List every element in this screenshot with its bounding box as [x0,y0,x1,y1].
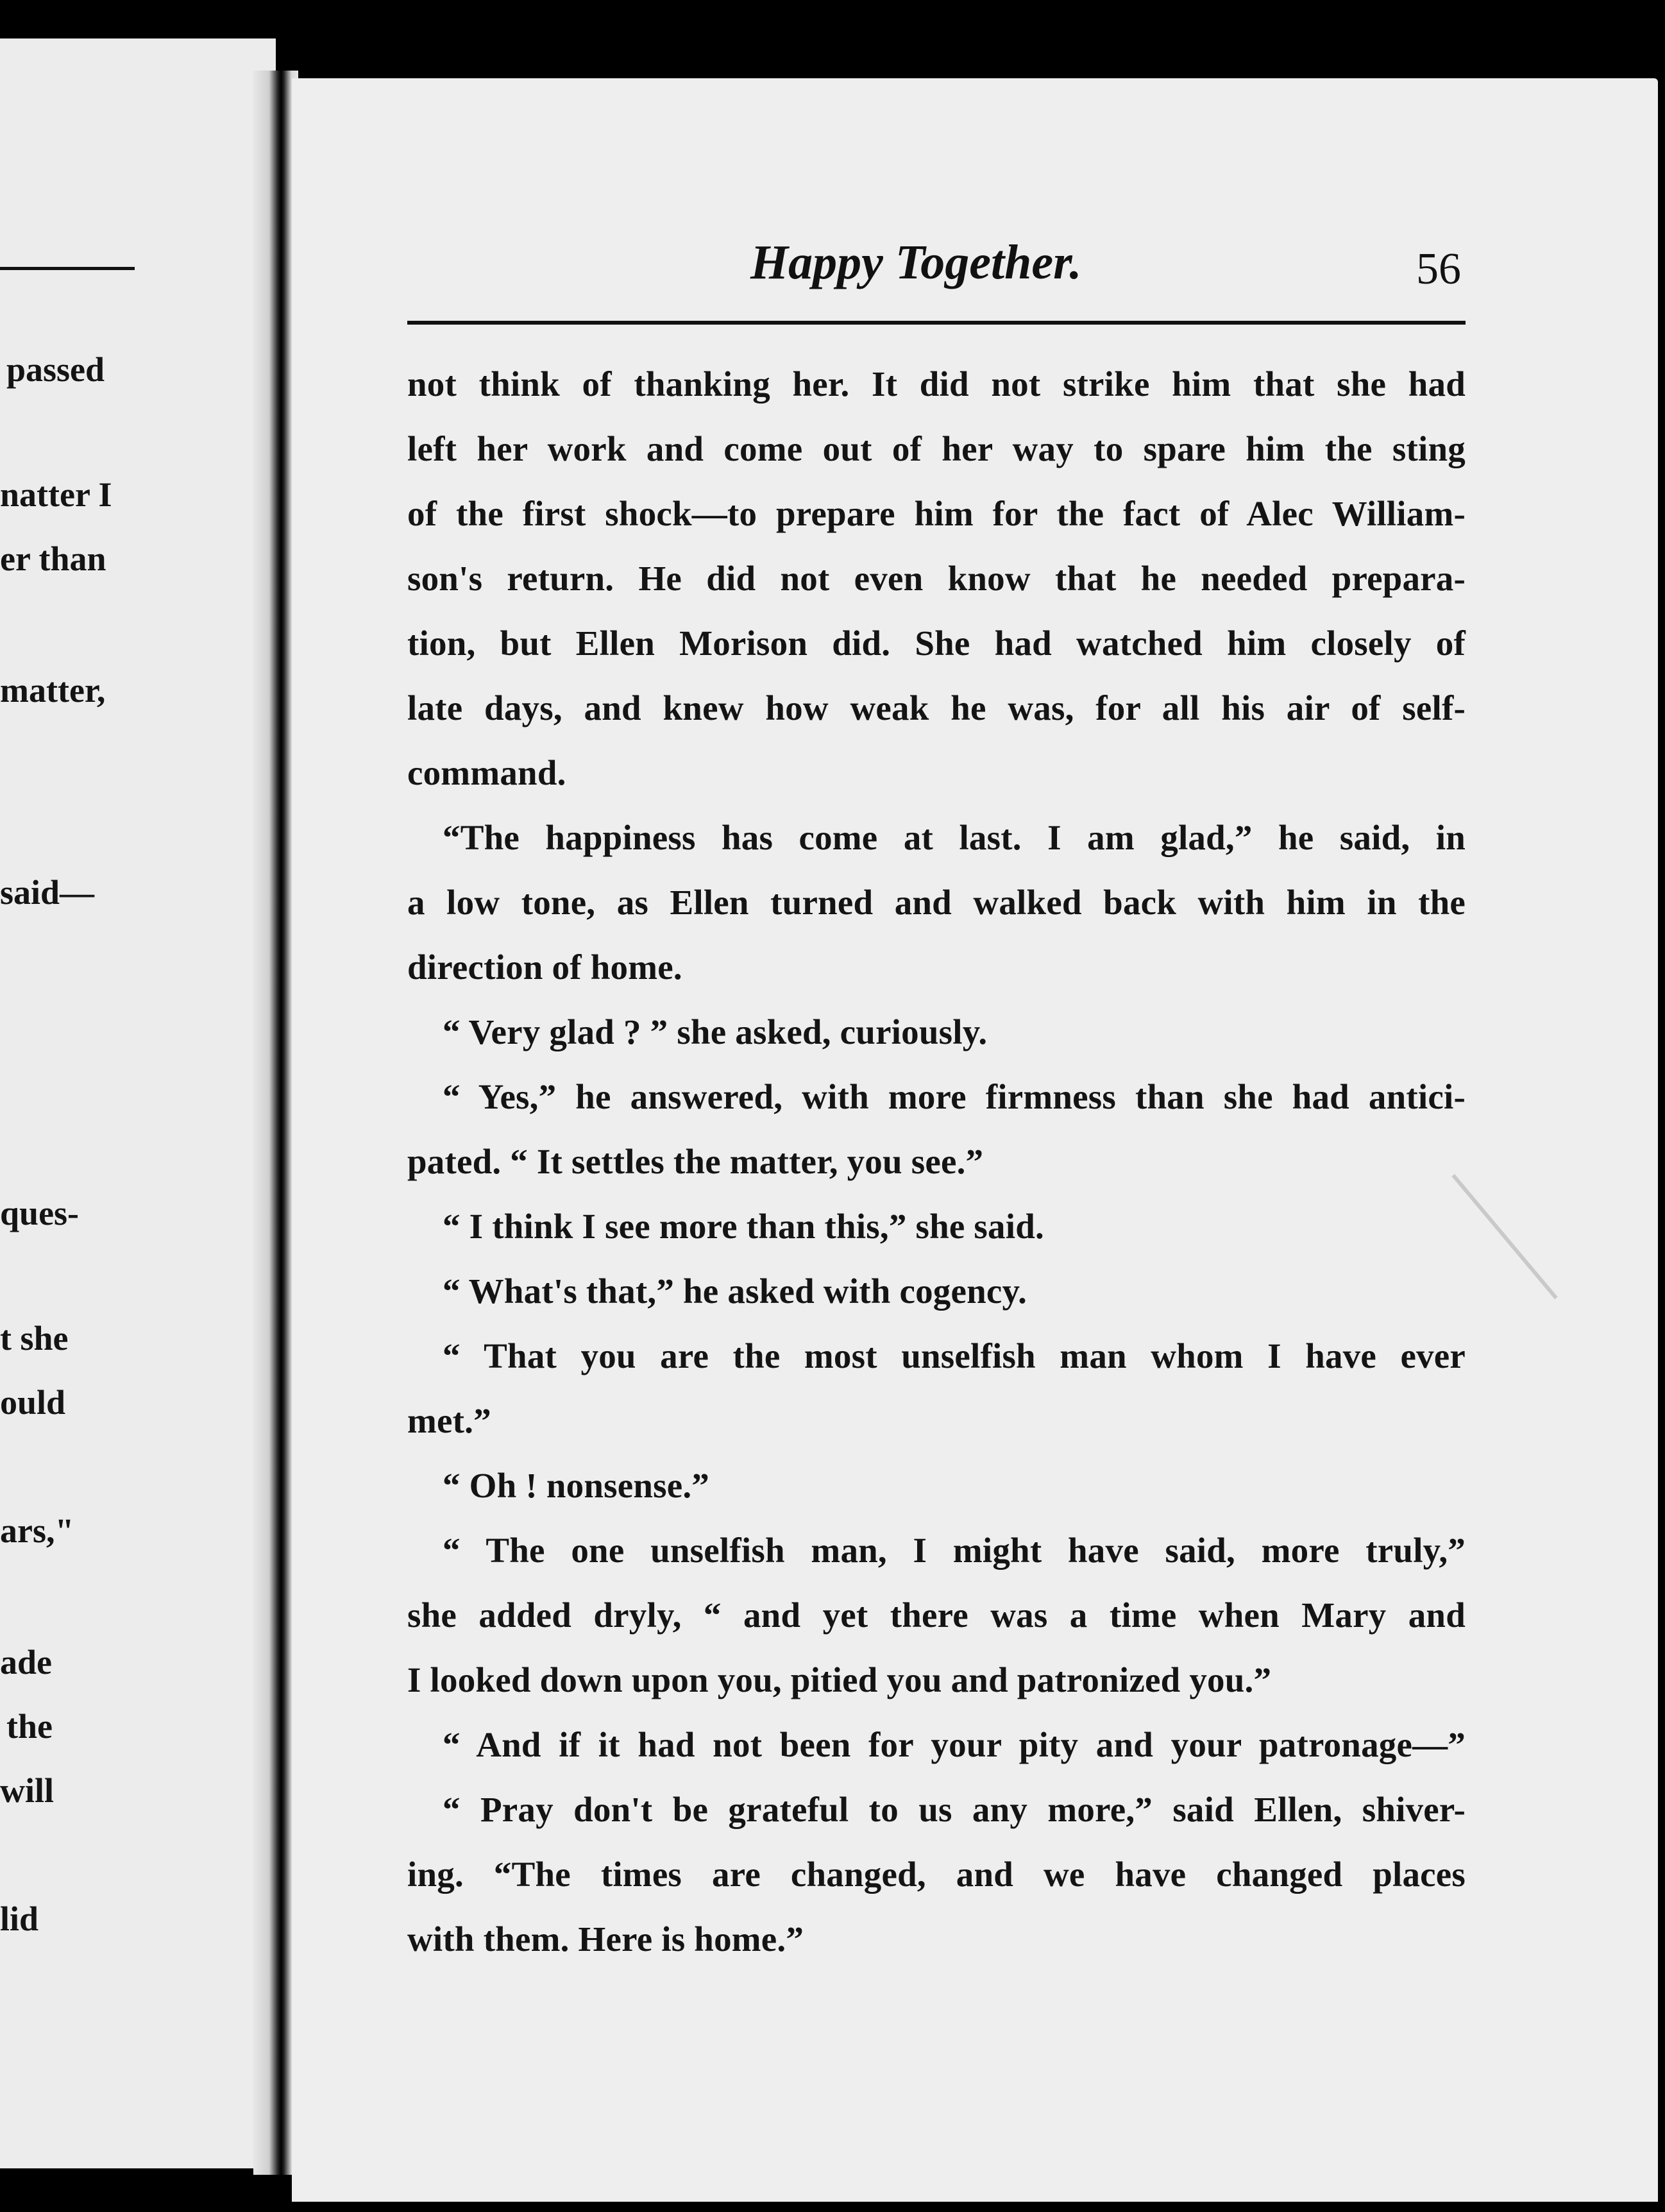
left-fragment: the [6,1707,53,1746]
left-fragment: lid [0,1900,39,1938]
text-line: “The happiness has come at last. I am glad,” he said, in [443,818,1466,857]
left-fragment: ars," [0,1511,74,1550]
text-line: “ Oh ! nonsense.” [443,1466,709,1505]
left-fragment: ade [0,1643,52,1681]
text-line: “ The one unselfish man, I might have said, more truly,” [443,1531,1466,1570]
text-line: with them. Here is home.” [407,1919,804,1959]
text-line: direction of home. [407,948,682,987]
text-line: left her work and come out of her way to spare him the sting [407,429,1466,468]
text-line: a low tone, as Ellen turned and walked back with him in the [407,883,1466,922]
text-line: “ Pray don't be grateful to us any more,” said Ellen, shiver- [443,1790,1466,1829]
text-line: son's return. He did not even know that he needed prepara- [407,559,1466,598]
text-line: I looked down upon you, pitied you and patronized you.” [407,1660,1272,1699]
left-fragment: ould [0,1383,66,1422]
text-line: late days, and knew how weak he was, for all his air of self- [407,688,1466,727]
text-line: “ I think I see more than this,” she said. [443,1207,1044,1246]
text-line: “ And if it had not been for your pity and your patronage—” [443,1725,1466,1764]
text-line: not think of thanking her. It did not strike him that she had [407,364,1466,404]
left-fragment: passed [6,350,105,389]
left-fragment: t she [0,1319,69,1357]
left-fragment: said— [0,873,95,912]
text-line: met.” [407,1401,491,1440]
page-number: 56 [1416,244,1461,294]
text-line: “ That you are the most unselfish man whom I have ever [443,1336,1466,1375]
body-text [407,352,1466,1971]
text-line: “ Very glad ? ” she asked, curiously. [443,1012,988,1051]
text-line: “ Yes,” he answered, with more firmness than she had antici- [443,1077,1466,1116]
left-fragment: matter, [0,671,106,710]
text-line: “ What's that,” he asked with cogency. [443,1272,1027,1311]
header-rule [407,321,1466,325]
left-fragment: will [0,1771,55,1810]
text-line: ing. “The times are changed, and we have changed places [407,1855,1466,1894]
left-fragment: natter I [0,475,112,514]
left-page-header-rule [0,267,135,270]
left-fragment: er than [0,540,106,578]
text-line: command. [407,753,566,792]
text-line: tion, but Ellen Morison did. She had watched him closely of [407,624,1466,663]
running-title: Happy Together. [750,235,1082,289]
left-fragment: ques- [0,1194,80,1232]
text-line: she added dryly, “ and yet there was a time when Mary and [407,1595,1466,1635]
text-line: pated. “ It settles the matter, you see.” [407,1142,984,1181]
text-line: of the first shock—to prepare him for the fact of Alec William- [407,494,1466,533]
